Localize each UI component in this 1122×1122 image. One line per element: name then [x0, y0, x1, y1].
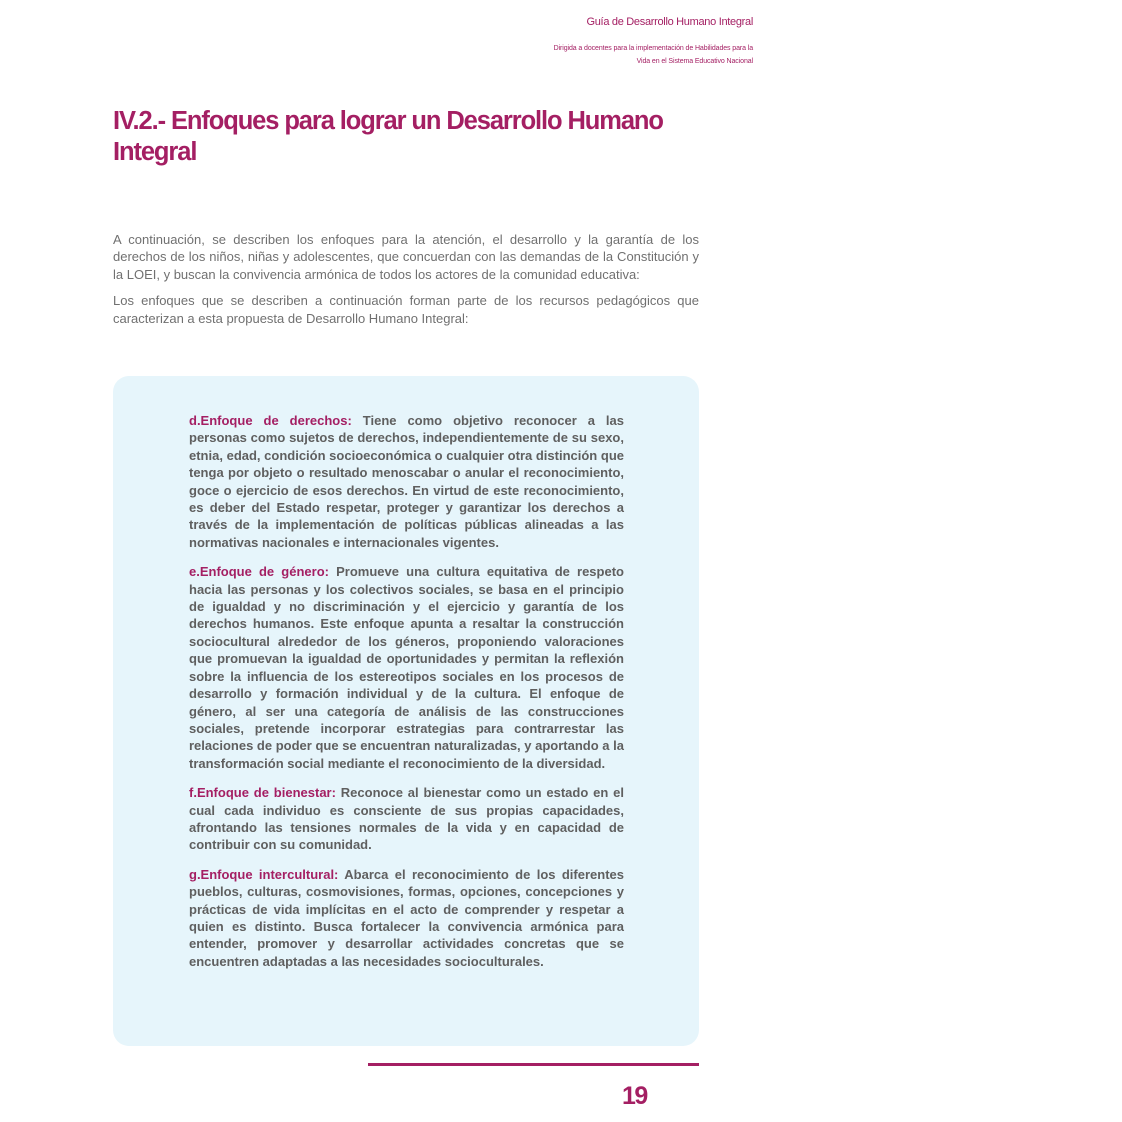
approach-wellbeing — [189, 784, 624, 854]
intro-paragraph-2: Los enfoques que se describen a continuación forman parte de los recursos pedagógicos que caracterizan a esta propuesta de Desarrollo Humano Integral: — [113, 293, 699, 326]
section-title: IV.2.- Enfoques para lograr un Desarrollo Humano Integral — [113, 107, 663, 166]
approach-label: d.Enfoque de derechos: — [189, 413, 352, 428]
approach-text: Abarca el reconocimiento de los diferentes pueblos, culturas, cosmovisiones, formas, opciones, concepciones y prácticas de vida implícitas en el acto de comprender y respetar a quien es distinto. Busca fortalecer la convivencia armónica para entender, promover y desarrollar actividades concretas que se encuentren adaptadas a las necesidades socioculturales. — [189, 866, 624, 969]
intro-paragraph-1: A continuación, se describen los enfoques para la atención, el desarrollo y la garantía de los derechos de los niños, niñas y adolescentes, que concuerdan con las demandas de la Constitución y la LOEI, y buscan la convivencia armónica de todos los actores de la comunidad educativa: — [113, 232, 699, 282]
approach-text: Reconoce al bienestar como un estado en el cual cada individuo es consciente de sus propias capacidades, afrontando las tensiones normales de la vida y en capacidad de contribuir con su comunidad. — [189, 785, 624, 853]
page-header — [554, 16, 753, 68]
approach-label: f.Enfoque de bienestar: — [189, 785, 336, 801]
footer-divider — [368, 1063, 699, 1066]
guide-title: Guía de Desarrollo Humano Integral — [586, 16, 753, 28]
approaches-list — [189, 412, 624, 982]
approach-intercultural — [189, 866, 624, 970]
approach-label: e.Enfoque de género: — [189, 564, 329, 580]
guide-subtitle-line-2: Vida en el Sistema Educativo Nacional — [636, 58, 753, 65]
guide-subtitle-line-1: Dirigida a docentes para la implementación de Habilidades para la — [553, 45, 753, 52]
approach-rights — [189, 412, 624, 551]
approach-text: Tiene como objetivo reconocer a las personas como sujetos de derechos, independientemente de su sexo, etnia, edad, condición socioeconómica o cualquier otra distinción que tenga por objeto o resultado menoscabar o anular el reconocimiento, goce o ejercicio de esos derechos. En virtud de este reconocimiento, es deber del Estado respetar, proteger y garantizar los derechos a través de la implementación de políticas públicas alineadas a las normativas nacionales e internacionales vigentes. — [189, 413, 624, 550]
intro-text — [113, 231, 699, 336]
page-number: 19 — [622, 1082, 647, 1110]
approach-gender — [189, 563, 624, 772]
approach-label: g.Enfoque intercultural: — [189, 866, 339, 882]
approach-text: Promueve una cultura equitativa de respeto hacia las personas y los colectivos sociales, se basa en el principio de igualdad y no discriminación y el ejercicio y garantía de los derechos humanos. Este enfoque apunta a resaltar la construcción sociocultural alrededor de los géneros, proponiendo valoraciones que promuevan la igualdad de oportunidades y permitan la reflexión sobre la influencia de los estereotipos sociales en los procesos de desarrollo y formación individual y de la cultura. El enfoque de género, al ser una categoría de análisis de las construcciones sociales, pretende incorporar estrategias para contrarrestar las relaciones de poder que se encuentran naturalizadas, y aportando a la transformación social mediante el reconocimiento de la diversidad. — [189, 564, 624, 771]
